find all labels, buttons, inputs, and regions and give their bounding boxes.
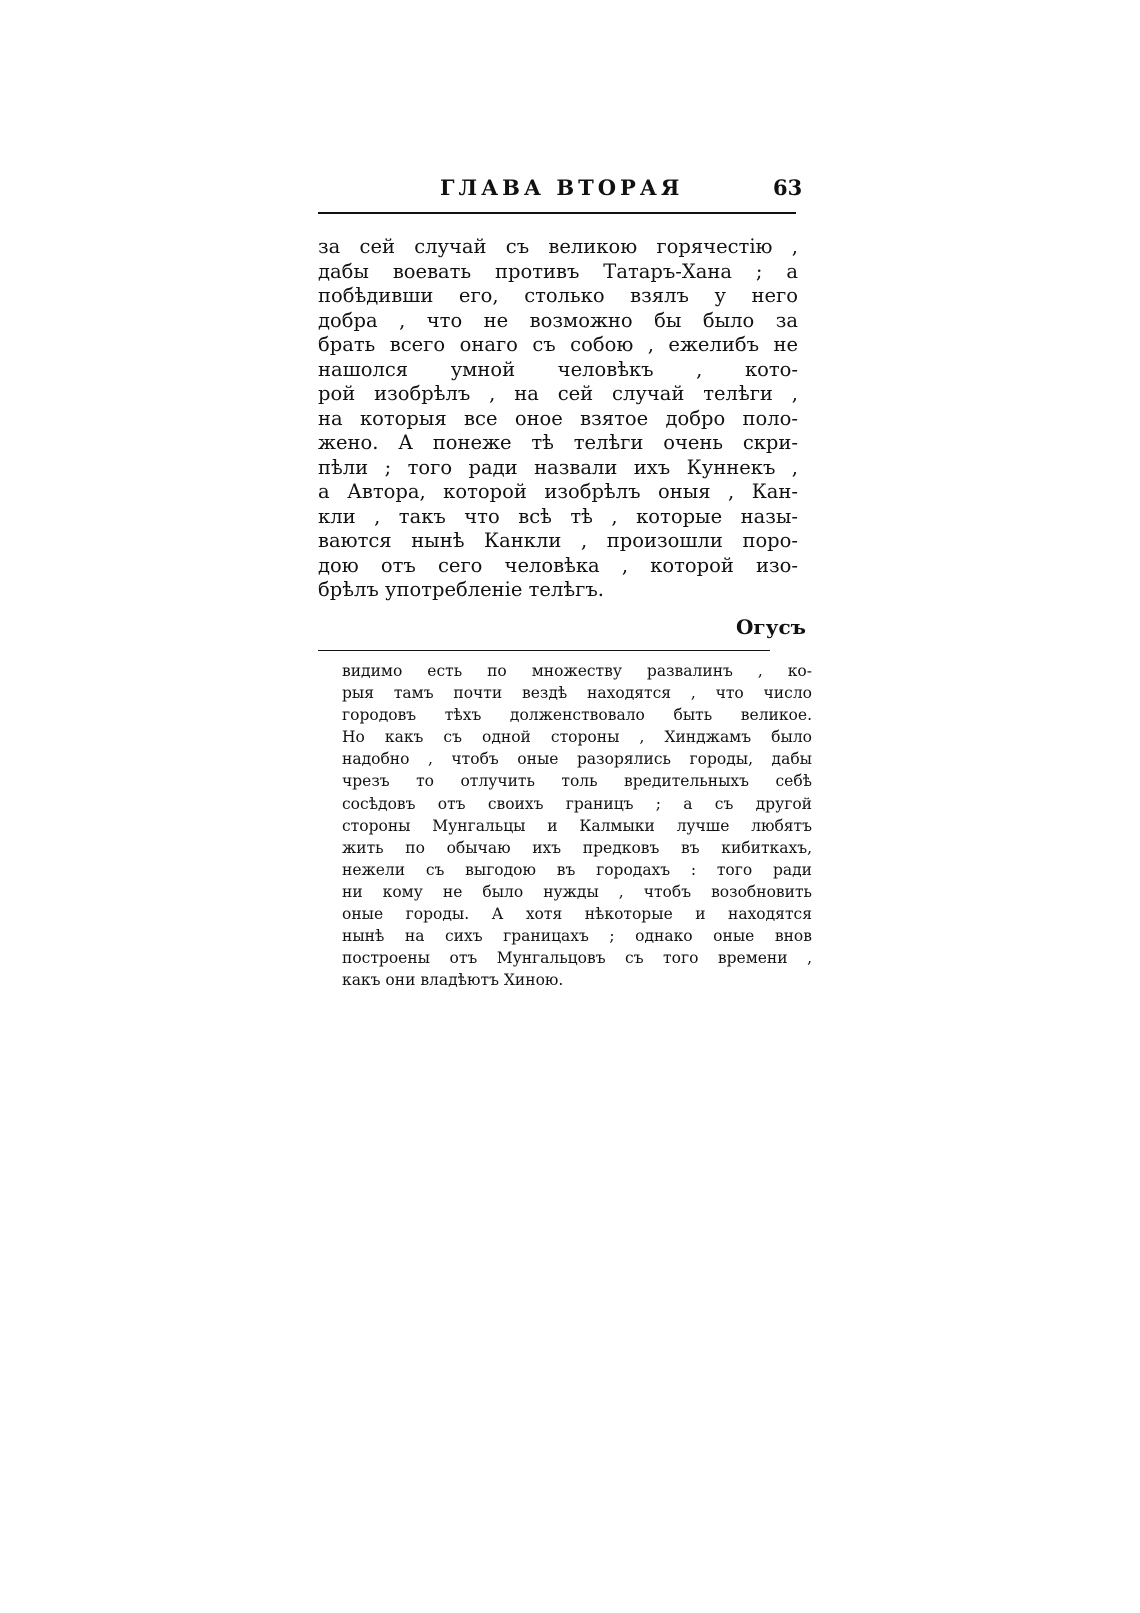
- main-text-line: кли , такъ что всѣ тѣ , которые назы-: [318, 504, 798, 528]
- footnote-line: надобно , чтобъ оные разорялись городы, дабы: [342, 750, 812, 769]
- main-text-line: жено. А понеже тѣ телѣги очень скри-: [318, 431, 798, 454]
- footnote-line: построены отъ Мунгальцовъ съ того времени ,: [342, 949, 812, 968]
- main-text: [318, 235, 798, 603]
- main-text-line: на которыя все оное взятое добро поло-: [318, 406, 798, 430]
- main-text-line: ваются нынѣ Канкли , произошли поро-: [318, 529, 798, 552]
- footnote-line: Но какъ съ одной стороны , Хинджамъ было: [342, 728, 812, 747]
- main-text-line: пѣли ; того ради назвали ихъ Куннекъ ,: [318, 455, 798, 479]
- main-text-line: брѣлъ употребленіе телѣгъ.: [318, 578, 604, 601]
- footnote-line: ни кому не было нужды , чтобъ возобновить: [342, 882, 812, 901]
- main-text-line: брать всего онаго съ собою , ежелибъ не: [318, 333, 798, 356]
- main-text-line: добра , что не возможно бы было за: [318, 308, 798, 332]
- header-rule: [318, 212, 796, 214]
- main-text-line: рой изобрѣлъ , на сей случай телѣги ,: [318, 382, 798, 405]
- footnote-line: какъ они владѣютъ Хиною.: [342, 971, 564, 990]
- main-text-line: дабы воевать противъ Татаръ-Хана ; а: [318, 259, 798, 283]
- main-text-line: побѣдивши его, столько взялъ у него: [318, 284, 798, 307]
- footnote-line: рыя тамъ почти вездѣ находятся , что число: [342, 684, 812, 703]
- footnote: [342, 660, 812, 991]
- footnote-line: чрезъ то отлучить толь вредительныхъ себѣ: [342, 772, 812, 791]
- page-number: 63: [773, 175, 803, 200]
- footnote-line: городовъ тѣхъ долженствовало быть великое.: [342, 706, 812, 725]
- running-title: ГЛАВА ВТОРАЯ: [440, 175, 684, 200]
- footnote-line: видимо есть по множеству развалинъ , ко-: [342, 662, 812, 680]
- main-text-line: а Автора, которой изобрѣлъ оныя , Кан-: [318, 480, 798, 503]
- footnote-line: стороны Мунгальцы и Калмыки лучше любятъ: [342, 816, 812, 835]
- footnote-line: оные городы. А хотя нѣкоторые и находятся: [342, 905, 812, 924]
- footnote-line: жить по обычаю ихъ предковъ въ кибиткахъ,: [342, 838, 812, 857]
- main-text-line: дою отъ сего человѣка , которой изо-: [318, 553, 798, 577]
- footnote-line: нынѣ на сихъ границахъ ; однако оные внов: [342, 927, 812, 946]
- main-text-line: нашолся умной человѣкъ , кото-: [318, 357, 798, 381]
- main-text-line: за сей случай съ великою горячестію ,: [318, 235, 798, 258]
- footnote-line: сосѣдовъ отъ своихъ границъ ; а съ другой: [342, 794, 812, 813]
- catchword: Огусъ: [736, 615, 806, 639]
- footnote-line: нежели съ выгодою въ городахъ : того ради: [342, 860, 812, 879]
- footnote-rule: [318, 650, 770, 651]
